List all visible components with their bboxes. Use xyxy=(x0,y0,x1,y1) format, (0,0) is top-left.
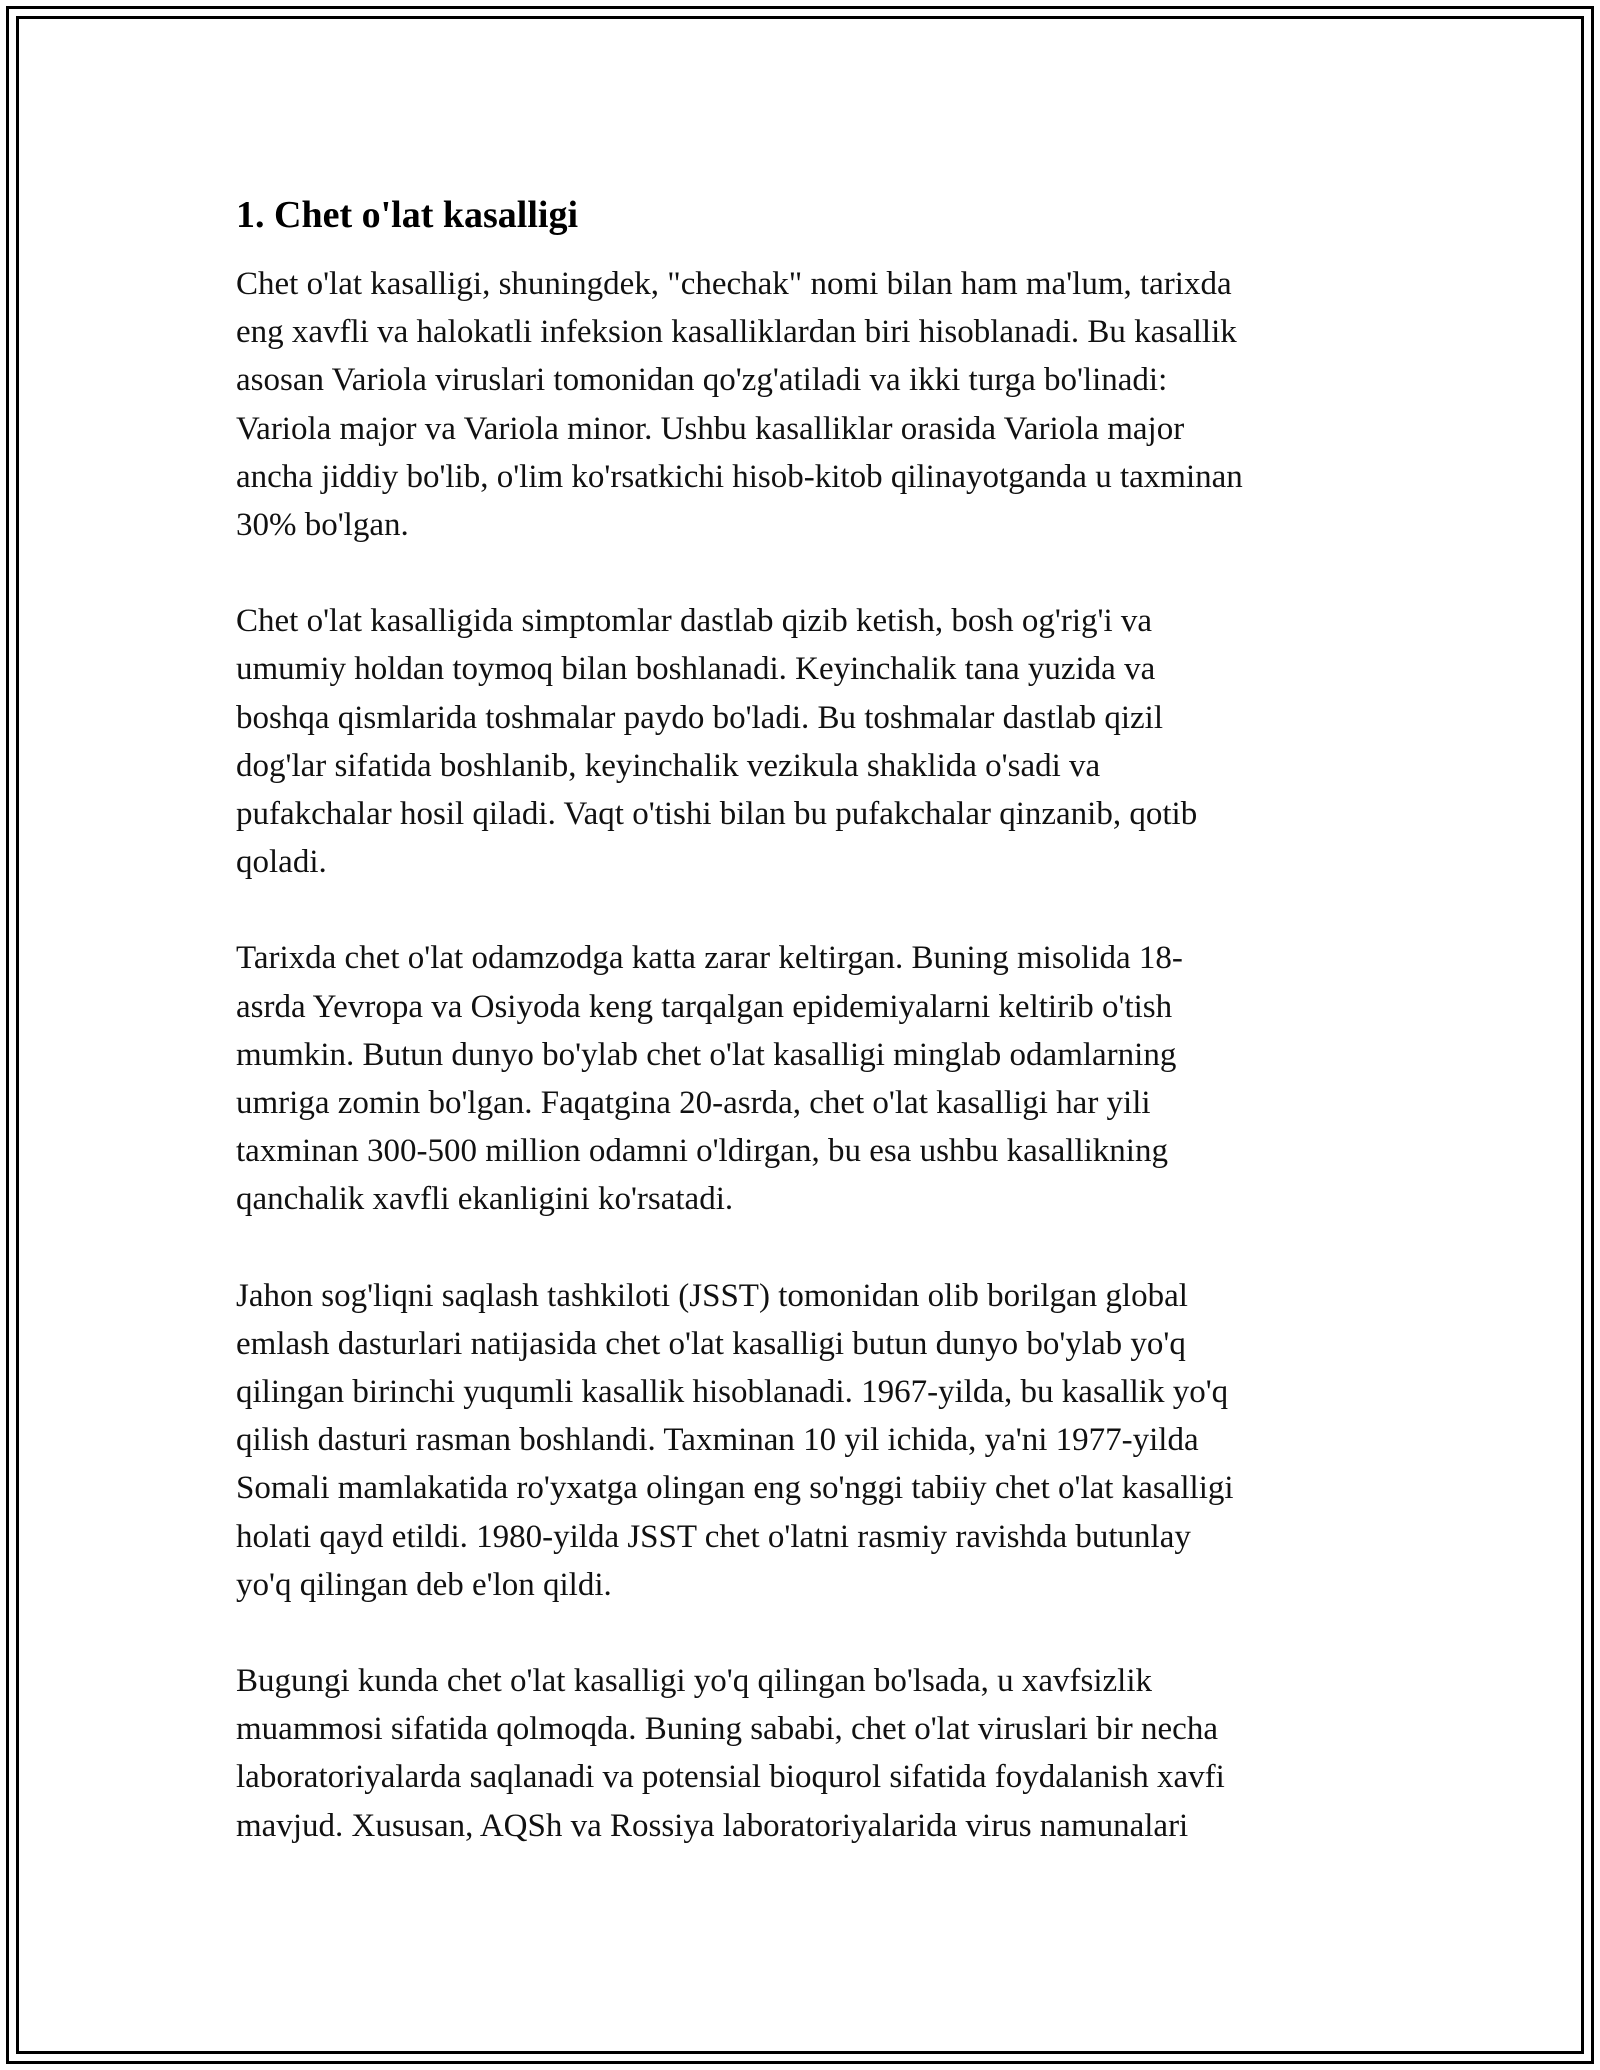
paragraph-3: Tarixda chet o'lat odamzodga katta zarar keltirgan. Buning misolida 18- asrda Yevropa va Osiyoda keng tarqalgan epidemiyalarni keltirib o'tish mumkin. Butun dunyo bo'ylab chet o'lat kasalligi minglab odamlarning umriga zomin bo'lgan. Faqatgina 20-asrda, chet o'lat kasalligi har yili taxminan 300-500 million odamni o'ldirgan, bu esa ushbu kasallikning qanchalik xavfli ekanligini ko'rsatadi. xyxy=(236,940,1183,1218)
paragraph-4: Jahon sog'liqni saqlash tashkiloti (JSST) tomonidan olib borilgan global emlash dasturlari natijasida chet o'lat kasalligi butun dunyo bo'ylab yo'q qilingan birinchi yuqumli kasallik hisoblanadi. 1967-yilda, bu kasallik yo'q qilish dasturi rasman boshlandi. Taxminan 10 yil ichida, ya'ni 1977-yilda Somali mamlakatida ro'yxatga olingan eng so'nggi tabiiy chet o'lat kasalligi holati qayd etildi. 1980-yilda JSST chet o'latni rasmiy ravishda butunlay yo'q qilingan deb e'lon qildi. xyxy=(236,1277,1234,1603)
document-body xyxy=(236,188,1356,1850)
paragraph-1: Chet o'lat kasalligi, shuningdek, "chechak" nomi bilan ham ma'lum, tarixda eng xavfli va halokatli infeksion kasalliklardan biri hisoblanadi. Bu kasallik asosan Variola viruslari tomonidan qo'zg'atiladi va ikki turga bo'linadi: Variola major va Variola minor. Ushbu kasalliklar orasida Variola major ancha jiddiy bo'lib, o'lim ko'rsatkichi hisob-kitob qilinayotganda u taxminan 30% bo'lgan. xyxy=(236,266,1243,544)
section-heading: 1. Chet o'lat kasalligi xyxy=(236,194,579,236)
paragraph-5: Bugungi kunda chet o'lat kasalligi yo'q qilingan bo'lsada, u xavfsizlik muammosi sifatida qolmoqda. Buning sababi, chet o'lat viruslari bir necha laboratoriyalarda saqlanadi va potensial bioqurol sifatida foydalanish xavfi mavjud. Xususan, AQSh va Rossiya laboratoriyalarida virus namunalari xyxy=(236,1663,1225,1844)
paragraph-2: Chet o'lat kasalligida simptomlar dastlab qizib ketish, bosh og'rig'i va umumiy holdan toymoq bilan boshlanadi. Keyinchalik tana yuzida va boshqa qismlarida toshmalar paydo bo'ladi. Bu toshmalar dastlab qizil dog'lar sifatida boshlanib, keyinchalik vezikula shaklida o'sadi va pufakchalar hosil qiladi. Vaqt o'tishi bilan bu pufakchalar qinzanib, qotib qoladi. xyxy=(236,603,1198,881)
